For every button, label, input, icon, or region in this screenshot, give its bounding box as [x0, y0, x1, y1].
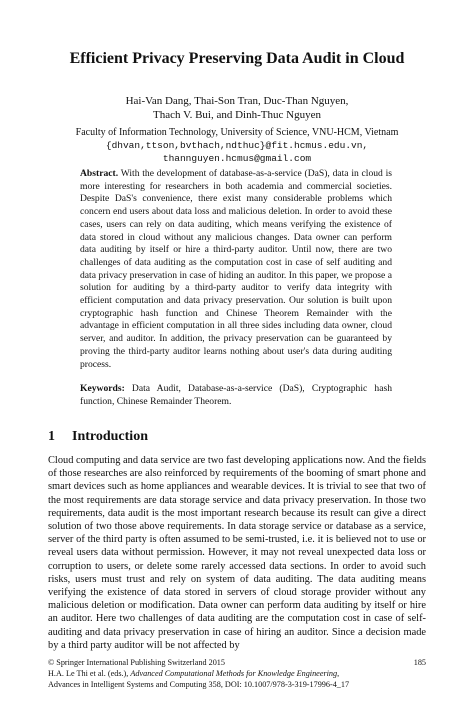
- editors-prefix: H.A. Le Thi et al. (eds.),: [48, 669, 131, 679]
- section-heading: [48, 429, 148, 445]
- editors-suffix: ,: [337, 669, 340, 679]
- citation-line: [48, 668, 426, 679]
- abstract-label: Abstract.: [80, 168, 119, 179]
- intro-paragraph: Cloud computing and data service are two fast developing applications now. And the fields of those researches are also reinforced by requirements of the booming of smart phone and smart devices such as home appliances and wearable devices. It is trivial to see that two of the most requirements are data storage service and data privacy preservation. In those two requirements, data audit is the most important research because its result can give a direct solution of two those above requirements. In data storage service or database as a service, server of the third party is often assumed to be semi-trusted, i.e. it is believed not to use or reveal users data without permission. However, it may not reveal unexpected data loss or corruption to users, or delete some rarely accessed data sections. In order to avoid such risks, users must trust and rely on system of data auditing. The data auditing means verifying the existence of data stored in servers of cloud storage provider without any malicious deletion or modification. Data owner can perform data auditing by itself or hire an auditor. Here two challenges of data auditing are the computation cost in case of self-auditing and data privacy preservation in case of hiring an auditor. Since a decision made by a third party auditor will be not affected by: [48, 455, 426, 651]
- page-footer: [48, 657, 426, 691]
- series-line: Advances in Intelligent Systems and Computing 358, DOI: 10.1007/978-3-319-17996-4_17: [48, 680, 350, 690]
- email-line-2: thannguyen.hcmus@gmail.com: [162, 153, 312, 164]
- introduction-body: [48, 454, 426, 652]
- paper-title: Efficient Privacy Preserving Data Audit in Cloud: [69, 50, 405, 67]
- book-title: Advanced Computational Methods for Knowledge Engineering: [130, 669, 338, 679]
- keywords-label: Keywords:: [80, 383, 125, 394]
- author-list: [0, 94, 474, 122]
- keywords: [80, 383, 392, 408]
- abstract-text: With the development of database-as-a-service (DaS), data in cloud is more interesting for researchers in both academia and commercial societies. Despite DaS's convenience, there exist many considerable problems which concern end users about data loss and malicious deletion. In order to avoid these cases, users can rely on data auditing, which means verifying the existence of data stored in cloud without any malicious changes. Data owner can perform data auditing by itself or hire a third-party auditor. Until now, there are two challenges of data auditing as the computation cost in case of self auditing and data privacy preservation in case of hiding an auditor. In this paper, we propose a solution for auditing by a third-party auditor to verify data integrity with efficient computation and data privacy preservation. Our solution is built upon cryptographic hash function and Chinese Theorem Remainder with the advantage in efficient computation in all three sides including data owner, cloud server, and auditor. In addition, the privacy preservation can be guaranteed by proving the third-party auditor learns nothing about user's data during auditing process.: [80, 168, 392, 370]
- page-number: 185: [413, 658, 426, 667]
- affiliation-line: Faculty of Information Technology, University of Science, VNU-HCM, Vietnam: [75, 127, 399, 138]
- section-number: 1: [48, 429, 55, 444]
- keywords-text: Data Audit, Database-as-a-service (DaS), Cryptographic hash function, Chinese Remainder Theorem.: [80, 383, 392, 407]
- copyright-line: © Springer International Publishing Switzerland 2015: [48, 658, 225, 667]
- author-line-2: Thach V. Bui, and Dinh-Thuc Nguyen: [153, 109, 321, 121]
- section-title: Introduction: [72, 429, 148, 444]
- abstract: [80, 168, 392, 371]
- affiliation: [0, 126, 474, 165]
- email-line-1: {dhvan,ttson,bvthach,ndthuc}@fit.hcmus.edu.vn,: [105, 140, 369, 151]
- author-line-1: Hai-Van Dang, Thai-Son Tran, Duc-Than Nguyen,: [125, 95, 349, 107]
